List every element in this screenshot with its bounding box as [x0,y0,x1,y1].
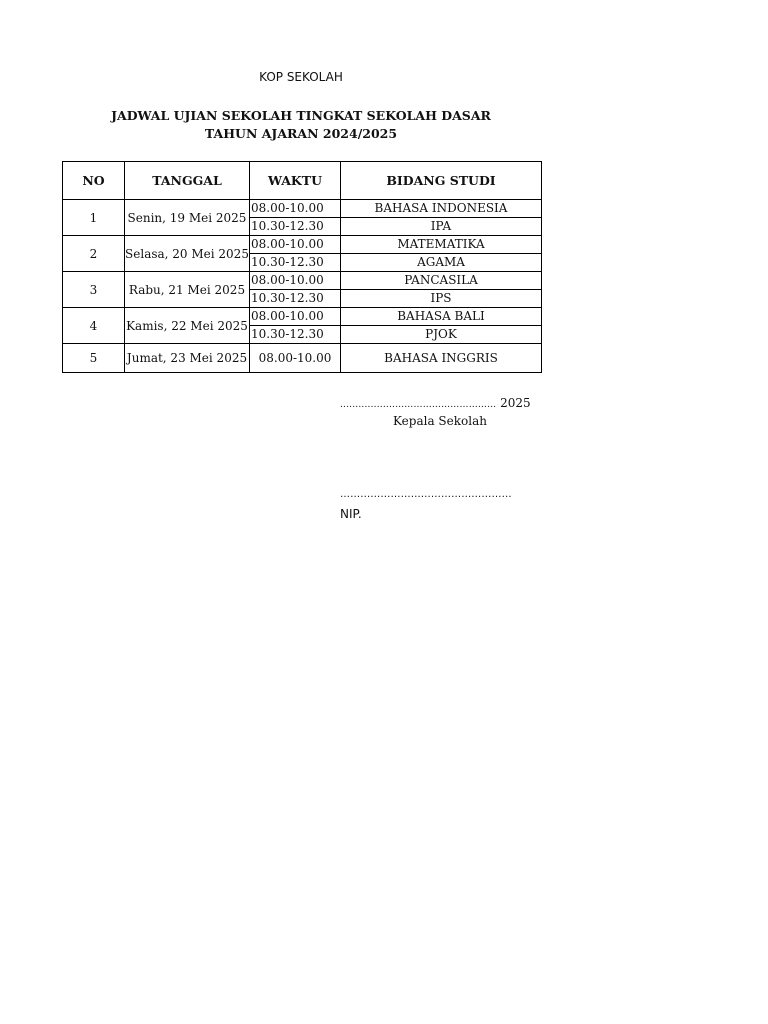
table-row [63,236,542,254]
cell-no: 2 [63,236,125,272]
table-row [63,200,542,218]
cell-bidang-studi: PJOK [341,326,542,344]
cell-waktu: 08.00-10.00 [250,272,341,290]
kop-sekolah: KOP SEKOLAH [259,70,343,84]
cell-no: 3 [63,272,125,308]
signature-name-line: …………………………………………… [340,489,512,500]
cell-bidang-studi: BAHASA INDONESIA [341,200,542,218]
table-row [63,272,542,290]
table-header-row [63,162,542,200]
column-header-waktu: WAKTU [250,162,341,200]
column-header-tanggal: TANGGAL [125,162,250,200]
column-header-no: NO [63,162,125,200]
document-subtitle: TAHUN AJARAN 2024/2025 [204,126,398,141]
cell-tanggal: Kamis, 22 Mei 2025 [125,308,250,344]
signature-date [340,396,531,410]
exam-schedule-table [62,161,542,373]
cell-waktu: 08.00-10.00 [250,200,341,218]
document-title: JADWAL UJIAN SEKOLAH TINGKAT SEKOLAH DASAR [111,108,491,123]
cell-waktu: 10.30-12.30 [250,254,341,272]
cell-bidang-studi: BAHASA BALI [341,308,542,326]
cell-waktu: 08.00-10.00 [250,344,341,373]
cell-tanggal: Senin, 19 Mei 2025 [125,200,250,236]
cell-no: 1 [63,200,125,236]
cell-tanggal: Rabu, 21 Mei 2025 [125,272,250,308]
signature-nip: NIP. [340,507,362,521]
cell-bidang-studi: AGAMA [341,254,542,272]
cell-tanggal: Selasa, 20 Mei 2025 [125,236,250,272]
cell-no: 4 [63,308,125,344]
cell-bidang-studi: MATEMATIKA [341,236,542,254]
cell-no: 5 [63,344,125,373]
cell-bidang-studi: BAHASA INGGRIS [341,344,542,373]
cell-waktu: 10.30-12.30 [250,326,341,344]
cell-bidang-studi: IPA [341,218,542,236]
signature-date-year: 2025 [500,396,531,410]
cell-waktu: 08.00-10.00 [250,308,341,326]
cell-tanggal: Jumat, 23 Mei 2025 [125,344,250,373]
signature-title: Kepala Sekolah [393,414,487,428]
cell-bidang-studi: PANCASILA [341,272,542,290]
cell-waktu: 10.30-12.30 [250,290,341,308]
cell-bidang-studi: IPS [341,290,542,308]
cell-waktu: 10.30-12.30 [250,218,341,236]
table-row [63,308,542,326]
signature-date-placeholder: ..................…………………………… [340,400,497,410]
cell-waktu: 08.00-10.00 [250,236,341,254]
column-header-bidang-studi: BIDANG STUDI [341,162,542,200]
table-row [63,344,542,373]
